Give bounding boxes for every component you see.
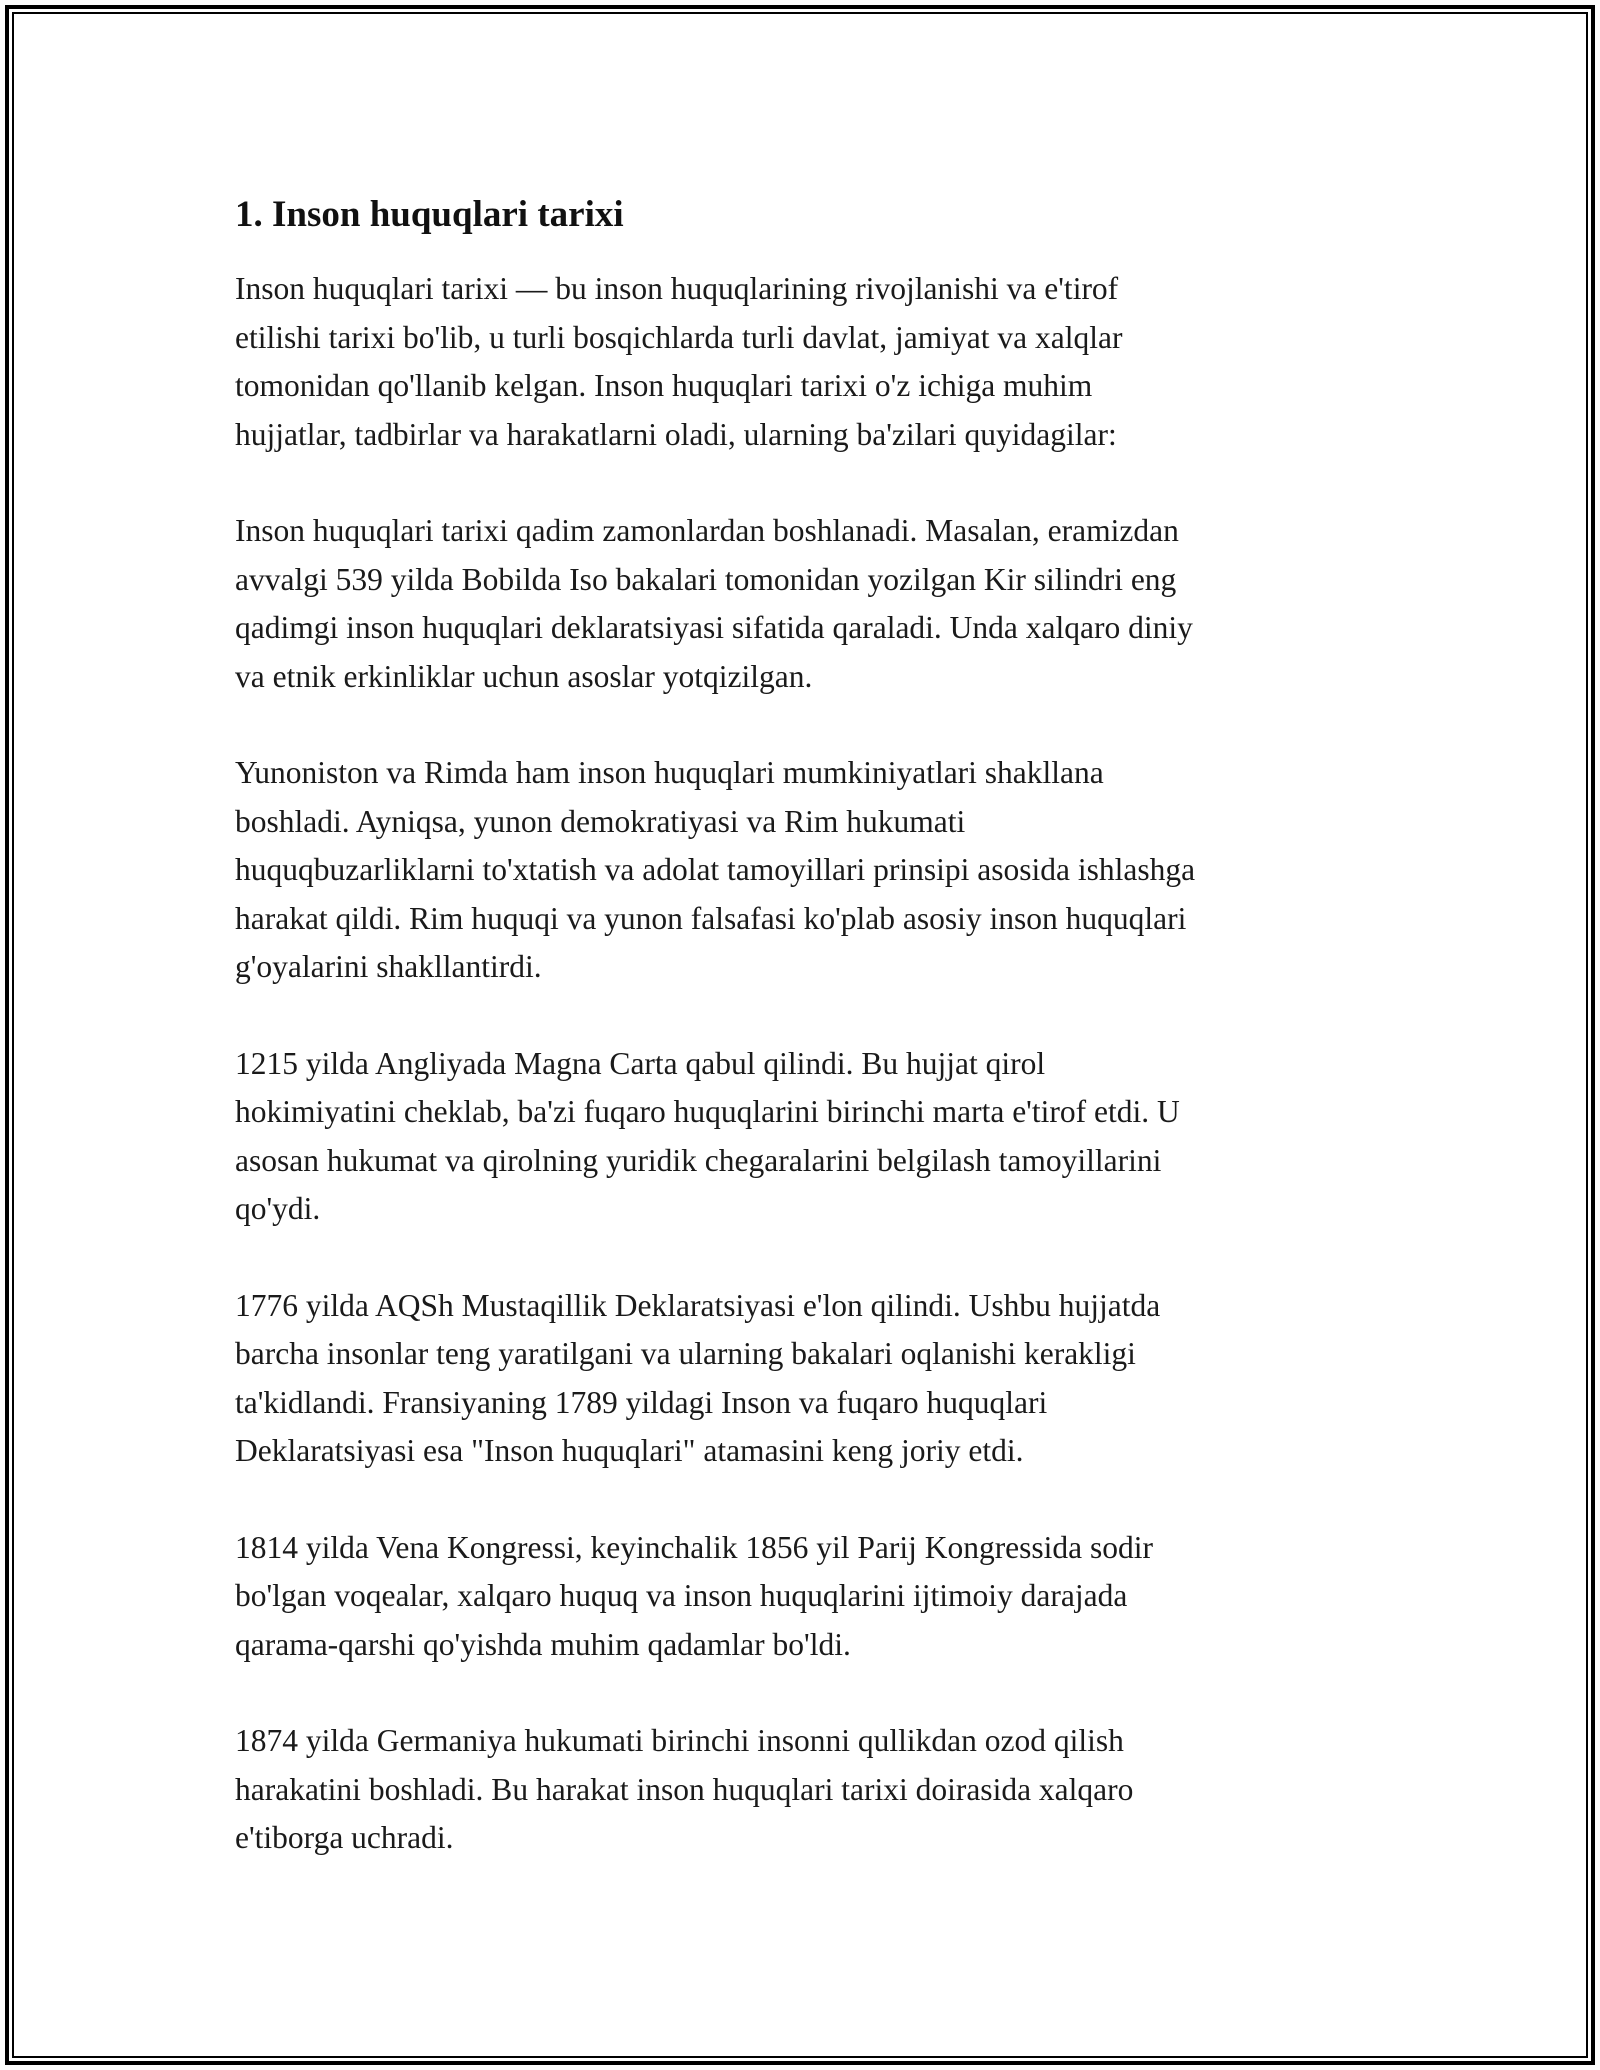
paragraph-congresses — [235, 1524, 1375, 1670]
text-line: barcha insonlar teng yaratilgani va ularning bakalari oqlanishi kerakligi — [235, 1336, 1136, 1371]
text-line: hujjatlar, tadbirlar va harakatlarni oladi, ularning ba'zilari quyidagilar: — [235, 416, 1117, 452]
paragraph-germany-1874 — [235, 1717, 1375, 1863]
text-line: 1874 yilda Germaniya hukumati birinchi insonni qullikdan ozod qilish — [235, 1723, 1124, 1758]
text-line: ta'kidlandi. Fransiyaning 1789 yildagi Inson va fuqaro huquqlari — [235, 1384, 1048, 1420]
paragraph-magna-carta — [235, 1040, 1375, 1234]
text-line: g'oyalarini shakllantirdi. — [235, 949, 542, 984]
text-line: harakatini boshladi. Bu harakat inson huquqlari tarixi doirasida xalqaro — [235, 1771, 1134, 1807]
paragraph-ancient-times — [235, 507, 1375, 701]
text-line: bo'lgan voqealar, xalqaro huquq va inson huquqlarini ijtimoiy darajada — [235, 1578, 1128, 1613]
text-line: 1776 yilda AQSh Mustaqillik Deklaratsiyasi e'lon qilindi. Ushbu hujjatda — [235, 1287, 1161, 1323]
text-line: etilishi tarixi bo'lib, u turli bosqichlarda turli davlat, jamiyat va xalqlar — [235, 319, 1123, 355]
text-line: tomonidan qo'llanib kelgan. Inson huquqlari tarixi o'z ichiga muhim — [235, 368, 1093, 403]
text-line: va etnik erkinliklar uchun asoslar yotqizilgan. — [235, 658, 813, 694]
text-line: 1814 yilda Vena Kongressi, keyinchalik 1856 yil Parij Kongressida sodir — [235, 1529, 1154, 1565]
text-line: avvalgi 539 yilda Bobilda Iso bakalari tomonidan yozilgan Kir silindri eng — [235, 561, 1177, 597]
text-line: hokimiyatini cheklab, ba'zi fuqaro huquqlarini birinchi marta e'tirof etdi. U — [235, 1094, 1180, 1129]
text-line: qo'ydi. — [235, 1191, 321, 1226]
paragraph-greece-rome — [235, 749, 1375, 992]
text-line: Yunoniston va Rimda ham inson huquqlari mumkiniyatlari shakllana — [235, 755, 1104, 790]
document-body — [235, 188, 1375, 1911]
text-line: Inson huquqlari tarixi — bu inson huquqlarining rivojlanishi va e'tirof — [235, 271, 1119, 306]
text-line: 1215 yilda Angliyada Magna Carta qabul qilindi. Bu hujjat qirol — [235, 1045, 1046, 1081]
text-line: e'tiborga uchradi. — [235, 1820, 454, 1855]
text-line: qadimgi inson huquqlari deklaratsiyasi sifatida qaraladi. Unda xalqaro diniy — [235, 610, 1193, 645]
text-line: qarama-qarshi qo'yishda muhim qadamlar bo'ldi. — [235, 1626, 851, 1662]
text-line: boshladi. Ayniqsa, yunon demokratiyasi va Rim hukumati — [235, 803, 966, 839]
document-title: 1. Inson huquqlari tarixi — [235, 194, 624, 235]
text-line: Inson huquqlari tarixi qadim zamonlardan boshlanadi. Masalan, eramizdan — [235, 513, 1179, 548]
text-line: asosan hukumat va qirolning yuridik chegaralarini belgilash tamoyillarini — [235, 1142, 1162, 1178]
paragraph-intro — [235, 265, 1375, 459]
text-line: huquqbuzarliklarni to'xtatish va adolat tamoyillari prinsipi asosida ishlashga — [235, 852, 1196, 887]
paragraph-declarations — [235, 1282, 1375, 1476]
text-line: Deklaratsiyasi esa "Inson huquqlari" atamasini keng joriy etdi. — [235, 1433, 1024, 1468]
text-line: harakat qildi. Rim huquqi va yunon falsafasi ko'plab asosiy inson huquqlari — [235, 900, 1187, 936]
